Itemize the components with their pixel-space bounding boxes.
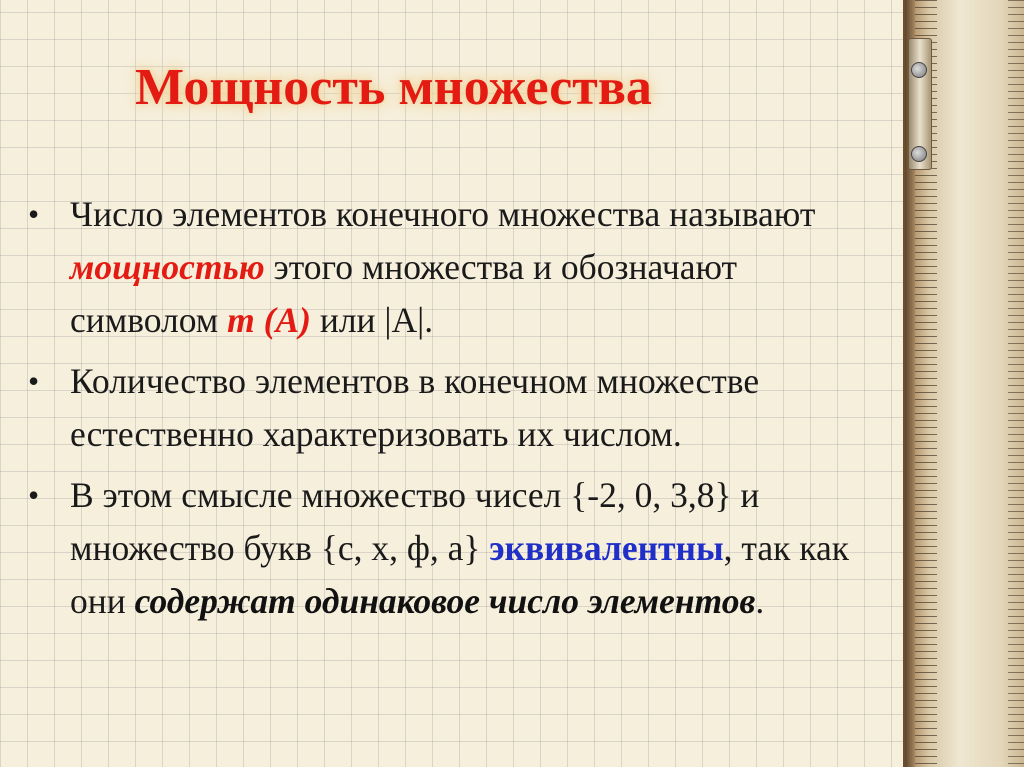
screw-icon (911, 146, 927, 162)
bullet-list (28, 188, 888, 636)
bullet-item-cardinality-definition (28, 188, 888, 347)
slide-title: Мощность множества (135, 59, 652, 116)
bullet-text: В этом смысле множество чисел {-2, 0, 3,8} и множество букв {с, х, ф, а} (70, 475, 760, 568)
term-cardinality: мощностью (70, 247, 265, 287)
bullet-item-equivalence-example (28, 469, 888, 628)
emphasis-same-count: содержат одинаковое число элементов (134, 581, 756, 621)
bullet-marker: • (28, 363, 40, 399)
bullet-text: или |A|. (310, 300, 434, 340)
bullet-text: . (755, 581, 765, 621)
ruler-ticks-right (1008, 0, 1024, 767)
bullet-marker: • (28, 196, 40, 232)
bullet-marker: • (28, 477, 40, 513)
bullet-text: , так как они (70, 528, 849, 621)
bullet-text: Число элементов конечного множества называют (70, 194, 816, 234)
bullet-text: Количество элементов в конечном множестве естественно характеризовать их числом. (70, 361, 760, 454)
bullet-item-count-characterization (28, 355, 888, 461)
bullet-text: этого множества и обозначают символом (70, 247, 738, 340)
screw-icon (911, 62, 927, 78)
notation-m-a: m (A) (227, 300, 311, 340)
term-equivalent: эквивалентны (489, 528, 724, 568)
